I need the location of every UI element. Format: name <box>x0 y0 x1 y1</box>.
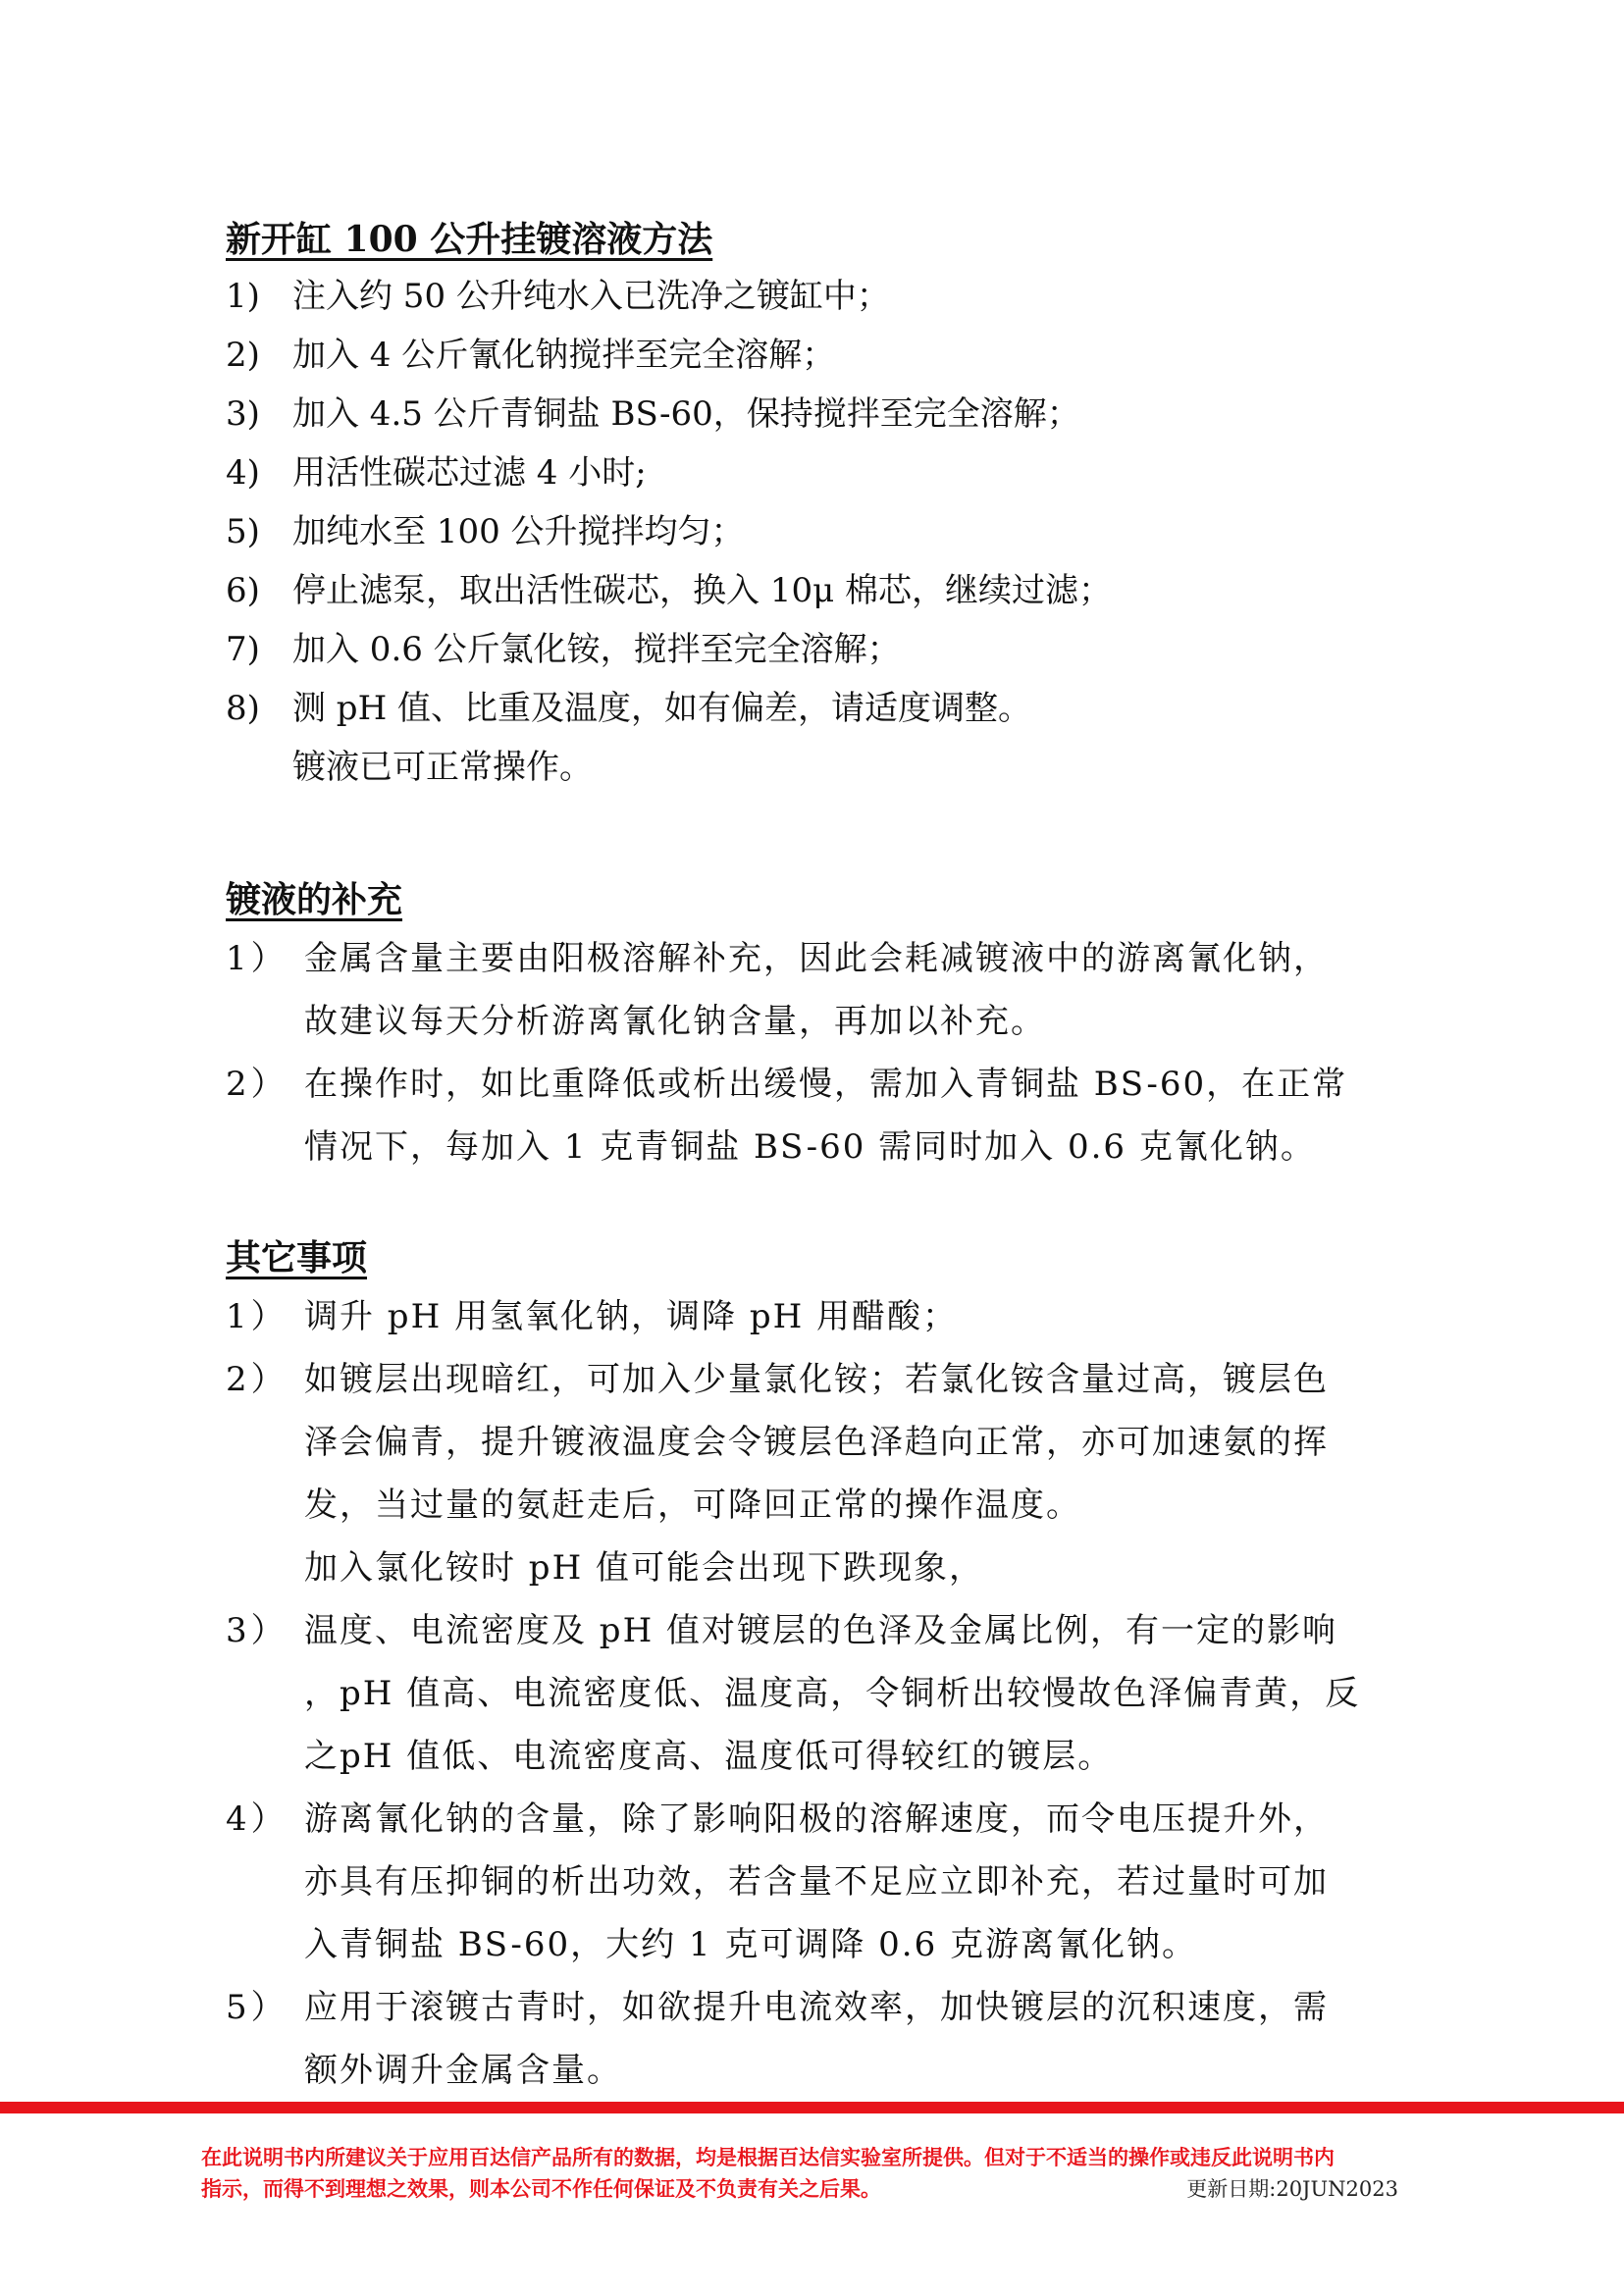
list-item <box>226 679 1433 738</box>
item-line: 游离氰化钠的含量，除了影响阳极的溶解速度，而令电压提升外， <box>304 1799 1329 1839</box>
new-bath-steps <box>226 267 1433 738</box>
list-item <box>226 326 1433 385</box>
section-new-bath <box>226 218 1433 797</box>
section-title-replenishment: 镀液的补充 <box>226 879 403 920</box>
item-number: 2） <box>226 1065 288 1104</box>
step-text: 加入 4.5 公斤青铜盐 BS-60，保持搅拌至完全溶解； <box>292 394 1080 434</box>
item-line: 调升 pH 用氢氧化钠，调降 pH 用醋酸； <box>304 1297 959 1336</box>
list-item <box>226 927 1433 1053</box>
step-text: 加纯水至 100 公升搅拌均匀； <box>292 512 745 551</box>
update-date: 更新日期:20JUN2023 <box>1186 2177 1398 2201</box>
item-line: 在操作时，如比重降低或析出缓慢，需加入青铜盐 BS-60，在正常 <box>304 1065 1348 1104</box>
list-item <box>226 1788 1433 1976</box>
step-number: 6) <box>226 571 260 610</box>
list-item <box>226 267 1433 326</box>
list-item <box>226 1599 1433 1788</box>
list-item <box>226 1348 1433 1599</box>
section-other-matters <box>226 1236 1433 2102</box>
item-number: 3） <box>226 1611 288 1650</box>
item-line: 额外调升金属含量。 <box>304 2051 622 2090</box>
item-line: 金属含量主要由阳极溶解补充，因此会耗减镀液中的游离氰化钠， <box>304 939 1329 978</box>
item-line: 情况下，每加入 1 克青铜盐 BS-60 需同时加入 0.6 克氰化钠。 <box>304 1127 1316 1167</box>
list-item <box>226 502 1433 561</box>
list-item <box>226 1976 1433 2102</box>
list-item <box>226 443 1433 502</box>
step-number: 1) <box>226 277 260 316</box>
footer-disclaimer <box>201 2142 1418 2205</box>
item-line: 入青铜盐 BS-60，大约 1 克可调降 0.6 克游离氰化钠。 <box>304 1925 1198 1964</box>
section-replenishment <box>226 878 1433 1178</box>
step-text: 用活性碳芯过滤 4 小时; <box>292 453 647 493</box>
section-title-other-matters: 其它事项 <box>226 1237 368 1278</box>
item-number: 4） <box>226 1799 288 1839</box>
step-text: 加入 0.6 公斤氯化铵，搅拌至完全溶解； <box>292 630 901 669</box>
step-number: 5) <box>226 512 260 551</box>
item-line: 如镀层出现暗红，可加入少量氯化铵；若氯化铵含量过高，镀层色 <box>304 1360 1329 1399</box>
item-line: 亦具有压抑铜的析出功效，若含量不足应立即补充，若过量时可加 <box>304 1862 1329 1902</box>
item-line: 故建议每天分析游离氰化钠含量，再加以补充。 <box>304 1002 1046 1041</box>
list-item <box>226 561 1433 620</box>
closing-note: 镀液已可正常操作。 <box>292 748 593 787</box>
item-line: ，pH 值高、电流密度低、温度高，令铜析出较慢故色泽偏青黄，反 <box>304 1674 1361 1713</box>
item-number: 1） <box>226 1297 288 1336</box>
item-line: 泽会偏青，提升镀液温度会令镀层色泽趋向正常，亦可加速氨的挥 <box>304 1423 1329 1462</box>
step-number: 2) <box>226 336 260 375</box>
list-item <box>226 1285 1433 1348</box>
list-item <box>226 385 1433 443</box>
step-text: 加入 4 公斤氰化钠搅拌至完全溶解； <box>292 336 836 375</box>
item-line: 发，当过量的氨赶走后，可降回正常的操作温度。 <box>304 1486 1081 1525</box>
section-title-new-bath: 新开缸 100 公升挂镀溶液方法 <box>226 219 713 260</box>
item-line: 加入氯化铵时 pH 值可能会出现下跌现象， <box>304 1548 985 1588</box>
step-number: 3) <box>226 394 260 434</box>
list-item <box>226 620 1433 679</box>
other-matters-items <box>226 1285 1433 2102</box>
step-text: 测 pH 值、比重及温度，如有偏差，请适度调整。 <box>292 689 1032 728</box>
list-item <box>226 1053 1433 1178</box>
disclaimer-line: 在此说明书内所建议关于应用百达信产品所有的数据，均是根据百达信实验室所提供。但对于不适当的操作或违反此说明书内 <box>201 2145 1335 2169</box>
item-line: 应用于滚镀古青时，如欲提升电流效率，加快镀层的沉积速度，需 <box>304 1988 1329 2027</box>
step-text: 停止滤泵，取出活性碳芯，换入 10μ 棉芯，继续过滤； <box>292 571 1112 610</box>
replenishment-items <box>226 927 1433 1178</box>
item-number: 5） <box>226 1988 288 2027</box>
step-number: 7) <box>226 630 260 669</box>
step-text: 注入约 50 公升纯水入已洗净之镀缸中； <box>292 277 890 316</box>
footer-divider <box>0 2102 1624 2113</box>
item-line: 之pH 值低、电流密度高、温度低可得较红的镀层。 <box>304 1737 1114 1776</box>
step-number: 8) <box>226 689 260 728</box>
item-line: 温度、电流密度及 pH 值对镀层的色泽及金属比例，有一定的影响 <box>304 1611 1338 1650</box>
item-number: 1） <box>226 939 288 978</box>
disclaimer-line: 指示，而得不到理想之效果，则本公司不作任何保证及不负责有关之后果。 <box>201 2176 881 2201</box>
step-number: 4) <box>226 453 260 493</box>
item-number: 2） <box>226 1360 288 1399</box>
